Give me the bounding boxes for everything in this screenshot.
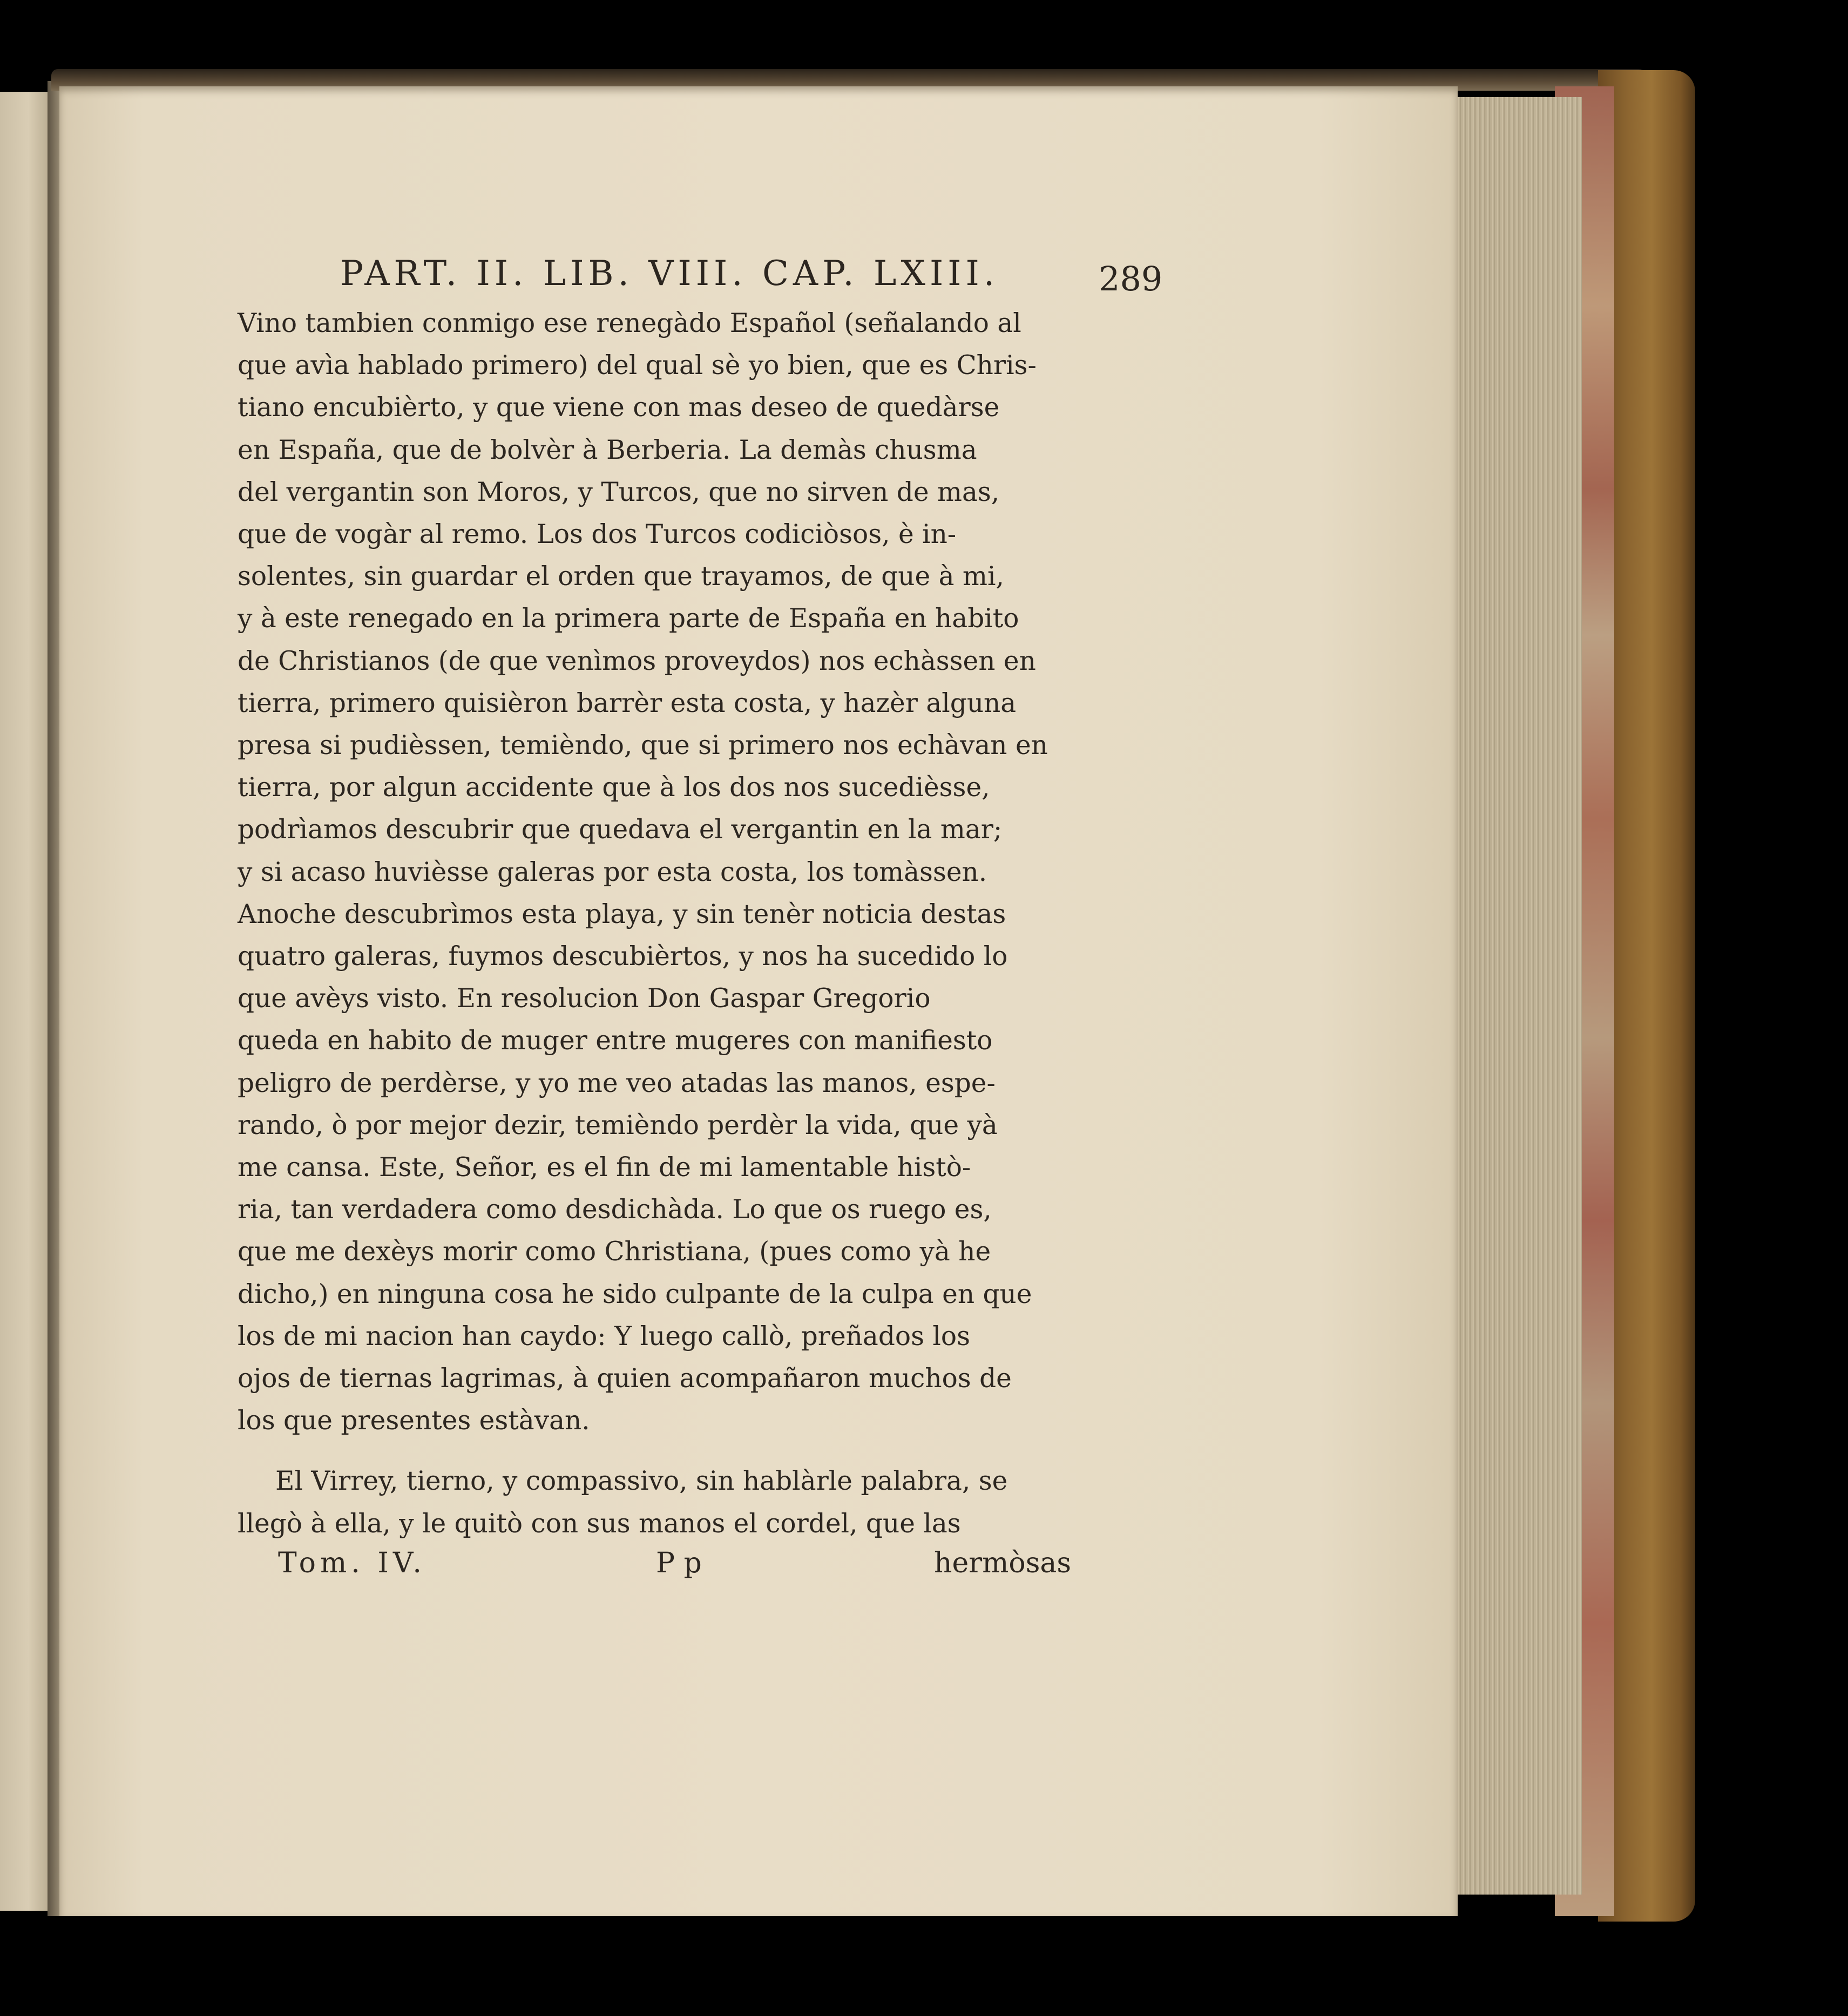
- text-line: Anoche descubrìmos esta playa, y sin tenèr noticia destas: [238, 899, 1006, 929]
- page-text: [238, 254, 1163, 1588]
- text-line: que de vogàr al remo. Los dos Turcos codiciòsos, è in-: [238, 519, 957, 550]
- text-line: que avìa hablado primero) del qual sè yo bien, que es Chris-: [238, 350, 1037, 381]
- text-line: quatro galeras, fuymos descubièrtos, y nos ha sucedido lo: [238, 941, 1008, 972]
- text-line: tierra, primero quisièron barrèr esta costa, y hazèr alguna: [238, 688, 1017, 718]
- text-line: ria, tan verdadera como desdichàda. Lo que os ruego es,: [238, 1194, 992, 1225]
- text-line: dicho,) en ninguna cosa he sido culpante de la culpa en que: [238, 1279, 1032, 1309]
- text-line: de Christianos (de que venìmos proveydos) nos echàssen en: [238, 646, 1036, 676]
- text-line: podrìamos descubrir que quedava el vergantin en la mar;: [238, 814, 1003, 845]
- text-line: tiano encubièrto, y que viene con mas deseo de quedàrse: [238, 392, 1000, 423]
- page-number: 289: [1099, 259, 1163, 298]
- text-line: que avèys visto. En resolucion Don Gaspar Gregorio: [238, 983, 931, 1014]
- text-line: peligro de perdèrse, y yo me veo atadas las manos, espe-: [238, 1068, 996, 1098]
- text-line: y à este renegado en la primera parte de España en habito: [238, 603, 1019, 634]
- text-line: me cansa. Este, Señor, es el fin de mi lamentable histò-: [238, 1152, 971, 1183]
- paragraph-2: [238, 1460, 1058, 1544]
- text-line: presa si pudièssen, temièndo, que si primero nos echàvan en: [238, 730, 1048, 761]
- text-line: del vergantin son Moros, y Turcos, que no sirven de mas,: [238, 477, 1000, 507]
- text-line: Vino tambien conmigo ese renegàdo Español (señalando al: [238, 308, 1021, 338]
- running-head: [238, 254, 1163, 302]
- text-line: queda en habito de muger entre mugeres con manifiesto: [238, 1026, 993, 1056]
- left-page-edge: [0, 92, 51, 1911]
- running-title: PART. II. LIB. VIII. CAP. LXIII.: [340, 254, 999, 294]
- text-line: los que presentes estàvan.: [238, 1406, 590, 1436]
- text-line: rando, ò por mejor dezir, temièndo perdèr la vida, que yà: [238, 1110, 998, 1141]
- paragraph-1: [238, 302, 1058, 1442]
- text-line: tierra, por algun accidente que à los dos nos sucedièsse,: [238, 772, 990, 803]
- text-line: y si acaso huvièsse galeras por esta costa, los tomàssen.: [238, 857, 987, 887]
- text-line: ojos de tiernas lagrimas, à quien acompañaron muchos de: [238, 1363, 1012, 1394]
- volume-label: Tom. IV.: [278, 1546, 426, 1579]
- text-line: llegò à ella, y le quitò con sus manos el cordel, que las: [238, 1508, 961, 1539]
- text-line: en España, que de bolvèr à Berberia. La demàs chusma: [238, 435, 977, 465]
- text-line: los de mi nacion han caydo: Y luego callò, preñados los: [238, 1321, 970, 1352]
- text-line: El Virrey, tierno, y compassivo, sin hablàrle palabra, se: [275, 1466, 1008, 1497]
- signature-mark: P p: [656, 1546, 702, 1579]
- page-footer: [238, 1545, 1072, 1588]
- page-fore-edge: [1452, 97, 1582, 1895]
- text-line: solentes, sin guardar el orden que trayamos, de que à mi,: [238, 561, 1004, 592]
- text-line: que me dexèys morir como Christiana, (pues como yà he: [238, 1237, 991, 1267]
- catchword: hermòsas: [934, 1546, 1072, 1579]
